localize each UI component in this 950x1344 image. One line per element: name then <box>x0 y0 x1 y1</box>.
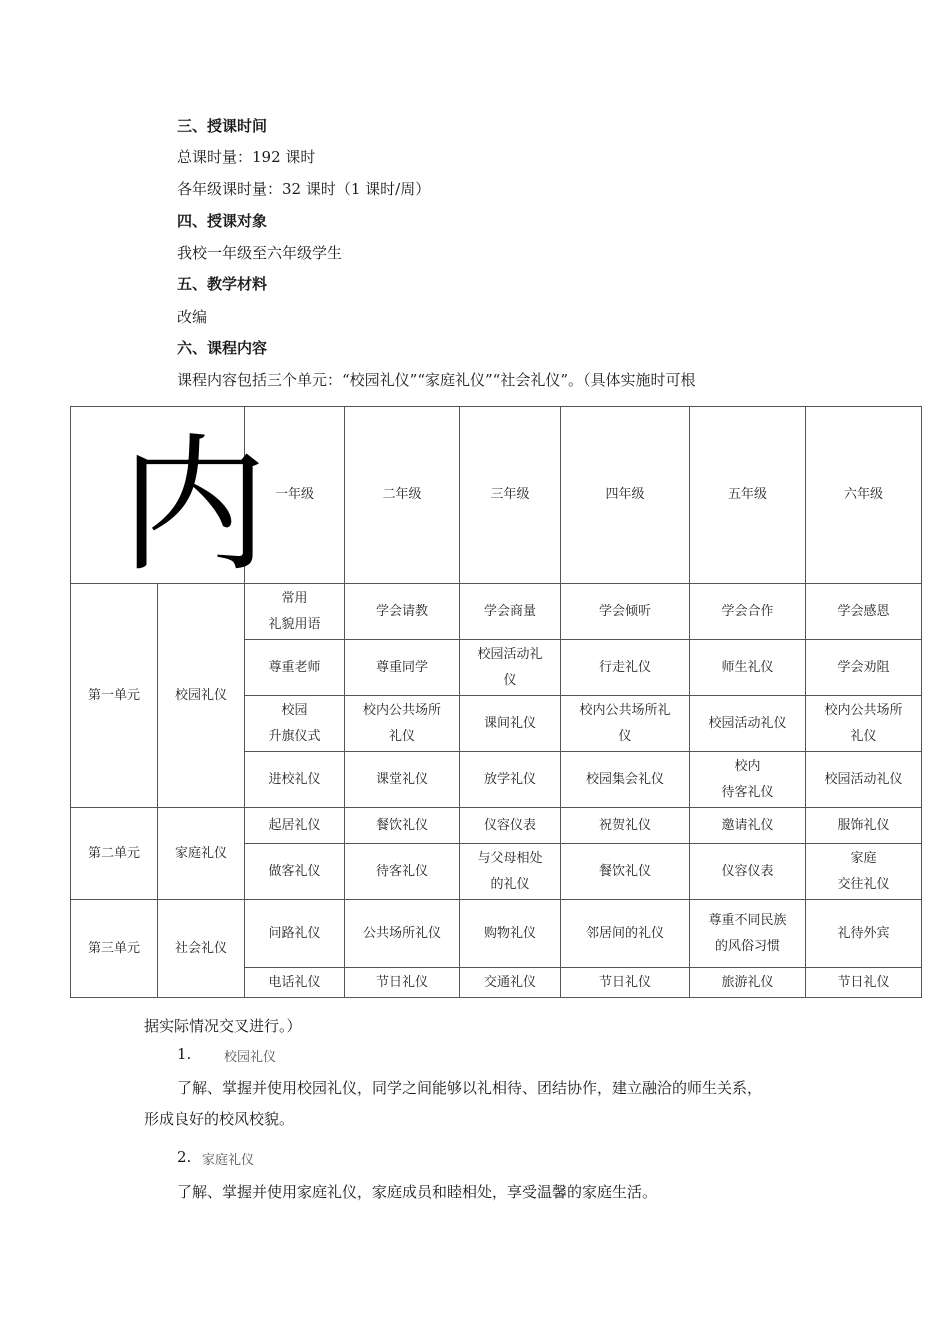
lesson-cell: 尊重不同民族 的风俗习惯 <box>690 900 806 968</box>
lesson-cell: 校园活动礼仪 <box>690 696 806 752</box>
lesson-cell: 校园 升旗仪式 <box>245 696 345 752</box>
item1-number: 1. <box>177 1045 192 1063</box>
item1-text-line1: 了解、掌握并使用校园礼仪，同学之间能够以礼相待、团结协作，建立融洽的师生关系， <box>177 1079 763 1097</box>
lesson-cell: 学会商量 <box>460 584 561 640</box>
lesson-cell: 待客礼仪 <box>345 844 460 900</box>
corner-large-character: 内 <box>120 420 268 592</box>
lesson-cell: 学会请教 <box>345 584 460 640</box>
lesson-cell: 校园活动礼 仪 <box>460 640 561 696</box>
lesson-cell: 节日礼仪 <box>561 968 690 998</box>
unit-topic-cell: 校园礼仪 <box>158 584 245 808</box>
lesson-cell: 校内公共场所 礼仪 <box>806 696 922 752</box>
lesson-cell: 课间礼仪 <box>460 696 561 752</box>
lesson-cell: 祝贺礼仪 <box>561 808 690 844</box>
lesson-cell: 交通礼仪 <box>460 968 561 998</box>
grade-header: 六年级 <box>806 407 922 584</box>
lesson-cell: 学会劝阻 <box>806 640 922 696</box>
grade-header: 一年级 <box>245 407 345 584</box>
item2-title: 家庭礼仪 <box>202 1153 255 1168</box>
grade-header: 四年级 <box>561 407 690 584</box>
lesson-cell: 课堂礼仪 <box>345 752 460 808</box>
lesson-cell: 节日礼仪 <box>806 968 922 998</box>
lesson-cell: 电话礼仪 <box>245 968 345 998</box>
lesson-cell: 仪容仪表 <box>460 808 561 844</box>
unit-name-cell: 第一单元 <box>71 584 158 808</box>
section-title-teaching-time: 三、授课时间 <box>177 117 268 135</box>
lesson-cell: 购物礼仪 <box>460 900 561 968</box>
lesson-cell: 家庭 交往礼仪 <box>806 844 922 900</box>
lesson-cell: 行走礼仪 <box>561 640 690 696</box>
grade-hours-text: 各年级课时量：32 课时（1 课时/周） <box>177 180 431 198</box>
unit-topic-cell: 社会礼仪 <box>158 900 245 998</box>
lesson-cell: 礼待外宾 <box>806 900 922 968</box>
lesson-cell: 邻居间的礼仪 <box>561 900 690 968</box>
lesson-cell: 进校礼仪 <box>245 752 345 808</box>
item1-title: 校园礼仪 <box>224 1050 277 1065</box>
lesson-cell: 公共场所礼仪 <box>345 900 460 968</box>
total-hours-text: 总课时量：192 课时 <box>177 148 316 166</box>
item2-number: 2. <box>177 1148 192 1166</box>
section-title-content: 六、课程内容 <box>177 339 268 357</box>
item2-text: 了解、掌握并使用家庭礼仪，家庭成员和睦相处，享受温馨的家庭生活。 <box>177 1183 658 1201</box>
lesson-cell: 尊重同学 <box>345 640 460 696</box>
grade-header: 五年级 <box>690 407 806 584</box>
grade-header: 三年级 <box>460 407 561 584</box>
unit-name-cell: 第三单元 <box>71 900 158 998</box>
lesson-cell: 做客礼仪 <box>245 844 345 900</box>
lesson-cell: 校园集会礼仪 <box>561 752 690 808</box>
lesson-cell: 常用 礼貌用语 <box>245 584 345 640</box>
unit-topic-cell: 家庭礼仪 <box>158 808 245 900</box>
lesson-cell: 师生礼仪 <box>690 640 806 696</box>
lesson-cell: 与父母相处 的礼仪 <box>460 844 561 900</box>
lesson-cell: 节日礼仪 <box>345 968 460 998</box>
unit-name-cell: 第二单元 <box>71 808 158 900</box>
audience-text: 我校一年级至六年级学生 <box>177 244 343 262</box>
content-intro-text: 课程内容包括三个单元：“校园礼仪”“家庭礼仪”“社会礼仪”。（具体实施时可根 <box>177 371 696 389</box>
lesson-cell: 学会合作 <box>690 584 806 640</box>
materials-text: 改编 <box>177 308 208 326</box>
lesson-cell: 餐饮礼仪 <box>345 808 460 844</box>
lesson-cell: 校内 待客礼仪 <box>690 752 806 808</box>
lesson-cell: 旅游礼仪 <box>690 968 806 998</box>
lesson-cell: 邀请礼仪 <box>690 808 806 844</box>
lesson-cell: 校内公共场所 礼仪 <box>345 696 460 752</box>
content-intro-continued: 据实际情况交叉进行。） <box>144 1017 302 1035</box>
lesson-cell: 餐饮礼仪 <box>561 844 690 900</box>
section-title-audience: 四、授课对象 <box>177 212 268 230</box>
lesson-cell: 服饰礼仪 <box>806 808 922 844</box>
table-row <box>71 900 922 968</box>
lesson-cell: 放学礼仪 <box>460 752 561 808</box>
lesson-cell: 校内公共场所礼 仪 <box>561 696 690 752</box>
lesson-cell: 问路礼仪 <box>245 900 345 968</box>
lesson-cell: 起居礼仪 <box>245 808 345 844</box>
lesson-cell: 尊重老师 <box>245 640 345 696</box>
grade-header: 二年级 <box>345 407 460 584</box>
lesson-cell: 学会感恩 <box>806 584 922 640</box>
section-title-materials: 五、教学材料 <box>177 275 268 293</box>
table-row <box>71 808 922 844</box>
lesson-cell: 校园活动礼仪 <box>806 752 922 808</box>
lesson-cell: 学会倾听 <box>561 584 690 640</box>
lesson-cell: 仪容仪表 <box>690 844 806 900</box>
item1-text-line2: 形成良好的校风校貌。 <box>144 1110 295 1128</box>
